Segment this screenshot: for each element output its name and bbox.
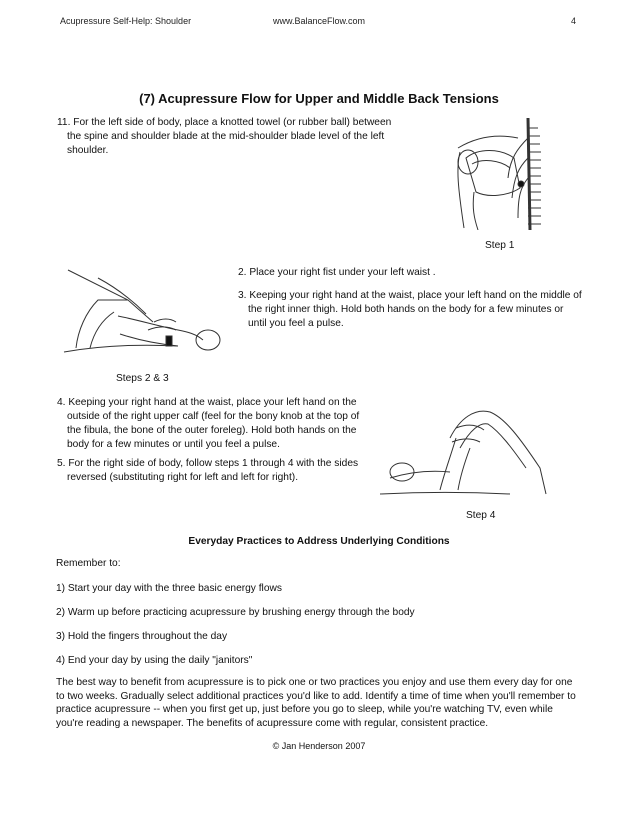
caption-steps-2-3: Steps 2 & 3 (116, 373, 169, 384)
header-doc-title: Acupressure Self-Help: Shoulder (60, 16, 192, 26)
steps-4-5-text (57, 396, 367, 485)
lying-figure-step-4-illustration (380, 398, 552, 506)
practice-item-4: 4) End your day by using the daily "janitors" (56, 655, 253, 666)
section-title: (7) Acupressure Flow for Upper and Middle Back Tensions (139, 91, 499, 106)
header-website: www.BalanceFlow.com (272, 16, 366, 26)
steps-2-3-text (238, 266, 583, 331)
caption-step-1: Step 1 (485, 240, 515, 251)
spine-shoulder-illustration (448, 118, 558, 230)
step-2-paragraph: 2. Place your right fist under your left waist . (238, 267, 436, 278)
lying-figure-steps-2-3-illustration (58, 260, 228, 365)
step-3-paragraph: 3. Keeping your right hand at the waist, place your left hand on the middle of the right inner thigh. Hold both hands on the body for a few minutes or until you feel a pulse. (238, 290, 582, 329)
everyday-practices-heading: Everyday Practices to Address Underlying Conditions (188, 536, 450, 547)
remember-label: Remember to: (56, 558, 121, 569)
step-4-paragraph: 4. Keeping your right hand at the waist, place your left hand on the outside of the right upper calf (feel for the bony knob at the top of the fibula, the bone of the outer foreleg). Hold both hands on the body for a few minutes or until you feel a pulse. (57, 397, 360, 450)
practice-item-3: 3) Hold the fingers throughout the day (56, 631, 228, 642)
copyright-footer: © Jan Henderson 2007 (272, 741, 366, 751)
caption-step-4: Step 4 (466, 510, 496, 521)
header-page-number: 4 (571, 16, 577, 26)
step-5-paragraph: 5. For the right side of body, follow steps 1 through 4 with the sides reversed (substituting right for left and left for right). (57, 458, 359, 483)
step-11-paragraph: 11. For the left side of body, place a knotted towel (or rubber ball) between the spine and shoulder blade at the mid-shoulder blade level of the left shoulder. (57, 117, 392, 156)
step-11-text (57, 116, 397, 158)
practice-item-1: 1) Start your day with the three basic energy flows (56, 583, 282, 594)
practice-item-2: 2) Warm up before practicing acupressure by brushing energy through the body (56, 607, 415, 618)
closing-paragraph: The best way to benefit from acupressure is to pick one or two practices you enjoy and use them every day for one to two weeks. Gradually select additional practices you'd like to add. Identify a time of time when you'll remember to practice acupressure -- when you first get up, just before you go to sleep, while you're watching TV, even while you're reading a newspaper. The benefits of acupressure come with regular, consistent practice. (56, 677, 576, 729)
